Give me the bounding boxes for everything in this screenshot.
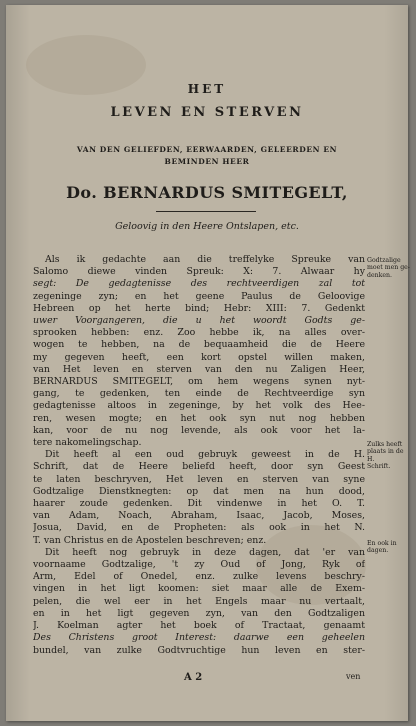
body-line: pelen, die wel eer in het Engels maar nu vertaalt, [33,595,365,607]
body-line: en in het ligt gegeven zyn, van den Godtzaligen [33,607,365,619]
title-subline-1: VAN DEN GELIEFDEN, EERWAARDEN, GELEERDEN EN [76,145,338,154]
body-line: T. van Christus en de Apostelen beschreven; enz. [33,534,267,546]
body-line: Dit heeft nog gebruyk in deze dagen, dat 'er van [45,546,365,558]
catchword: ven [346,672,361,681]
body-line: uwer Voorgangeren, die u het woordt Godts ge- [33,315,365,327]
body-line: van Het leven en sterven van den nu Zaligen Heer, [33,363,365,375]
title-het: HET [187,82,227,96]
body-line: Als ik gedachte aan die treffelyke Spreuke van [45,254,365,265]
margin-note: Godtzalige moet men ge- denken. [367,257,410,279]
body-line: tere nakomelingschap. [33,437,142,449]
body-line: kan, voor de nu nog levende, als ook voor het la- [33,424,365,436]
page-signature: A 2 [184,672,203,683]
body-line: J. Koelman agter het boek of Tractaat, genaamt [33,620,365,632]
body-line: Dit heeft al een oud gebruyk geweest in de H. [45,449,365,461]
body-line: Godtzalige Dienstknegten: op dat men na hun dood, [33,485,365,497]
title-divider [156,211,256,212]
body-line: Schrift, dat de Heere beliefd heeft, door syn Geest [33,461,365,473]
body-line: sprooken hebben: enz. Zoo hebbe ik, na alles over- [33,327,365,339]
body-line: haarer zoude gedenken. Dit vindenwe in het O. T. [33,498,365,510]
body-line: zegeninge zyn; en het geene Paulus de Geloovige [33,290,365,302]
body-line: Arm, Edel of Onedel, enz. zulke levens beschry- [33,571,365,583]
book-page [6,5,408,721]
margin-note: En ook in dagen. [367,540,397,555]
body-line: te laten beschryven, Het leven en sterven van syne [33,473,365,485]
body-line: van Adam, Noach, Abraham, Isaac, Jacob, Moses, [33,510,365,522]
body-line: segt: De gedagtenisse des rechtveerdigen zal tot [33,278,365,290]
body-line: Salomo diewe vinden Spreuk: X: 7. Alwaar hy [33,266,365,278]
title-subtitle: Geloovig in den Heere Ontslapen, etc. [115,221,299,232]
title-subline-2: BEMINDEN HEER [164,157,250,166]
body-line: gedagtenisse altoos in zegeninge, by het volk des Hee- [33,400,365,412]
body-text [33,254,365,657]
body-line: Josua, David, en de Propheten: als ook in het N. [33,522,365,534]
title-name: Do. BERNARDUS SMITEGELT, [66,183,348,202]
body-line: BERNARDUS SMITEGELT, om hem wegens synen nyt- [33,376,365,388]
body-line: voornaame Godtzalige, 't zy Oud of Jong, Ryk of [33,559,365,571]
margin-note: Zulks heeft plaats in de H. Schrift. [367,441,404,471]
body-line: Des Christens groot Interest: daarwe een geheelen [33,632,365,644]
body-line: vingen in het ligt koomen: siet maar alle de Exem- [33,583,365,595]
body-line: gang, te gedenken, ten einde de Rechtveerdige syn [33,388,365,400]
body-line: ren, wesen mogte; en het ook syn nut nog hebben [33,412,365,424]
body-line: my gegeven heeft, een kort opstel willen maken, [33,351,365,363]
body-line: wogen te hebben, na de bequaamheid die de Heere [33,339,365,351]
body-line: Hebreen op het herte bind; Hebr: XIII: 7. Gedenkt [33,302,365,314]
body-line: bundel, van zulke Godtvruchtige hun leven en ster- [33,644,365,656]
title-leven-en-sterven: LEVEN EN STERVEN [110,105,304,120]
